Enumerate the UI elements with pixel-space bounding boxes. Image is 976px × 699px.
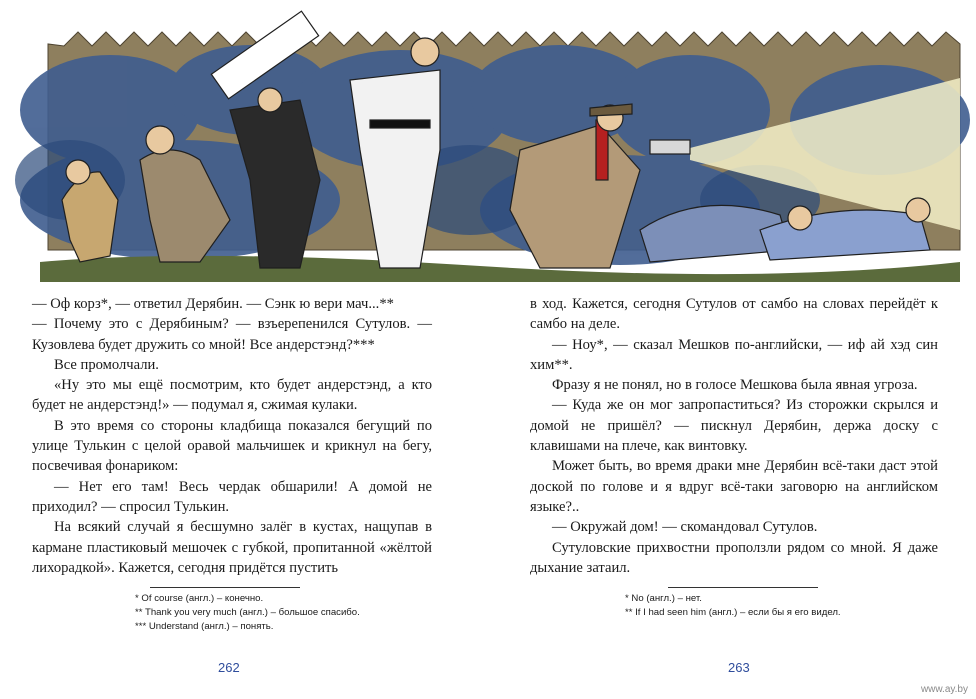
footnote-divider	[150, 587, 300, 588]
page-number-right: 263	[728, 660, 750, 675]
footnote: ** If I had seen him (англ.) – если бы я его видел.	[625, 607, 841, 619]
illustration	[0, 0, 976, 290]
watermark: www.ay.by	[920, 684, 968, 695]
paragraph: Сутуловские прихвостни проползли рядом со мной. Я даже дыхание затаил.	[530, 539, 938, 576]
footnote: ** Thank you very much (англ.) – большое спасибо.	[135, 607, 360, 619]
paragraph: — Окружай дом! — скомандовал Сутулов.	[552, 519, 818, 536]
paragraph: Все промолчали.	[54, 356, 159, 373]
left-page	[32, 294, 432, 634]
paragraph: В это время со стороны кладбища показался бегущий по улице Тулькин с целой оравой мальчишек и крикнул на бегу, посвечивая фонариком:	[32, 417, 432, 475]
paragraph: Фразу я не понял, но в голосе Мешкова была явная угроза.	[552, 377, 918, 394]
right-page	[530, 294, 938, 620]
paragraph: — Оф корз*, — ответил Дерябин. — Сэнк ю вери мач...**	[32, 296, 394, 312]
footnote-divider	[668, 587, 818, 588]
paragraph: На всякий случай я бесшумно залёг в кустах, нащупав в кармане пластиковый мешочек с губкой, пропитанной «жёлтой лихорадкой». Кажется, сегодня придётся пустить	[32, 519, 432, 576]
paragraph: Может быть, во время драки мне Дерябин всё-таки даст этой доской по голове и я вдруг всё-таки заговорю на английском языке?..	[530, 458, 938, 515]
footnote: *** Understand (англ.) – понять.	[135, 621, 274, 633]
paragraph: — Нет его там! Весь чердак обшарили! А домой не приходил? — спросил Тулькин.	[32, 478, 432, 515]
page-number-left: 262	[218, 660, 240, 675]
paragraph: — Куда же он мог запропаститься? Из сторожки скрылся и домой не пришёл? — пискнул Дерябин, держа доску с клавишами на плече, как винтовку.	[530, 397, 938, 455]
paragraph: в ход. Кажется, сегодня Сутулов от самбо на словах перейдёт к самбо на деле.	[530, 296, 938, 333]
paragraph: — Почему это с Дерябиным? — взъерепенился Сутулов. — Кузовлева будет дружить со мной! Все андерстэнд?***	[32, 316, 432, 353]
footnote: * Of course (англ.) – конечно.	[135, 593, 264, 605]
footnote: * No (англ.) – нет.	[625, 593, 702, 605]
paragraph: «Ну это мы ещё посмотрим, кто будет андерстэнд, а кто будет не андерстэнд!» — подумал я, сжимая кулаки.	[32, 377, 432, 414]
paragraph: — Ноу*, — сказал Мешков по-английски, — иф ай хэд син хим**.	[530, 336, 938, 373]
